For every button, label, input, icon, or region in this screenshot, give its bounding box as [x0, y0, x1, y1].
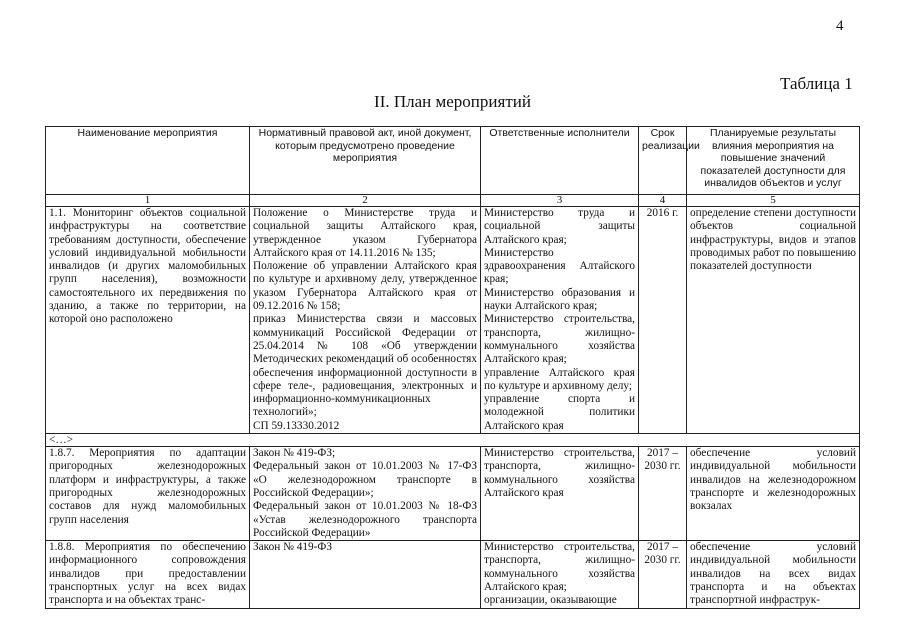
legal-act-item: Положение о Министерстве труда и социальной защиты Алтайского края, утвержденное указом Губернатора Алтайского края от 14.11.2016 № 135; [253, 207, 477, 259]
activity-name: 1.8.7. Мероприятия по адаптации пригородных железнодорожных платформ и инфраструктуры, а также пригородных железнодорожных составов для нужд маломобильных групп населения [46, 447, 250, 541]
table-row [46, 207, 860, 434]
header-activity-name: Наименование мероприятия [46, 127, 250, 195]
column-number: 2 [250, 195, 481, 207]
column-number: 1 [46, 195, 250, 207]
activity-name: 1.8.8. Мероприятия по обеспечению информационного сопровождения инвалидов при предоставлении транспортных услуг на всех видах транспорта и на объектах транс- [46, 541, 250, 608]
executor-item: Министерство строительства, транспорта, жилищно-коммунального хозяйства Алтайского края; [484, 541, 635, 594]
executor-item: Министерство здравоохранения Алтайского края; [484, 246, 635, 286]
activity-name: 1.1. Мониторинг объектов социальной инфраструктуры на соответствие требованиям доступности, обеспечение условий индивидуальной мобильности инвалидов (и других маломобильных групп населения), возможности самостоятельного их передвижения по зданию, а также по территории, на которой оно расположено [46, 207, 250, 434]
column-number: 3 [481, 195, 639, 207]
legal-acts [250, 207, 481, 434]
table-row [46, 541, 860, 608]
executor-item: Министерство образования и науки Алтайского края; [484, 286, 635, 313]
legal-acts [250, 541, 481, 608]
legal-act-item: Федеральный закон от 10.01.2003 № 17-ФЗ «О железнодорожном транспорте в Российской Федерации»; [253, 460, 477, 499]
planned-result: определение степени доступности объектов социальной инфраструктуры, видов и этапов проводимых работ по повышению показателей доступности [687, 207, 860, 434]
legal-acts [250, 447, 481, 541]
executors [481, 541, 639, 608]
executors [481, 207, 639, 434]
term: 2017 – 2030 гг. [639, 541, 687, 608]
legal-act-item: Федеральный закон от 10.01.2003 № 18-ФЗ «Устав железнодорожного транспорта Российской Федерации» [253, 500, 477, 539]
column-number: 5 [687, 195, 860, 207]
table-row [46, 447, 860, 541]
legal-act-item: Закон № 419-ФЗ [253, 541, 333, 554]
legal-act-item: Закон № 419-ФЗ; [253, 447, 336, 460]
term: 2016 г. [639, 207, 687, 434]
omitted-rows-marker-row [46, 434, 860, 447]
page-number: 4 [836, 18, 844, 34]
section-title: II. План мероприятий [374, 92, 531, 111]
column-number: 4 [639, 195, 687, 207]
header-executors: Ответственные исполнители [481, 127, 639, 195]
executor-item: Министерство строительства, транспорта, жилищно-коммунального хозяйства Алтайского края; [484, 313, 635, 366]
executor-item: управление спорта и молодежной политики Алтайского края [484, 393, 635, 432]
planned-result: обеспечение условий индивидуальной мобильности инвалидов на железнодорожном транспорте и железнодорожных вокзалах [687, 447, 860, 541]
executor-item: управление Алтайского края по культуре и архивному делу; [484, 366, 635, 392]
plan-table [45, 126, 860, 609]
column-number-row [46, 195, 860, 207]
legal-act-item: приказ Министерства связи и массовых коммуникаций Российской Федерации от 25.04.2014 № 108 «Об утверждении Методических рекомендаций об особенностях обеспечения информационной доступности в сфере теле-, радиовещания, электронных и информационно-коммуникационных технологий»; [253, 313, 477, 419]
executor-item: Министерство строительства, транспорта, жилищно-коммунального хозяйства Алтайского края [484, 447, 635, 499]
table-header-row [46, 127, 860, 195]
term: 2017 – 2030 гг. [639, 447, 687, 541]
legal-act-item: СП 59.13330.2012 [253, 419, 340, 432]
table-label: Таблица 1 [780, 74, 853, 93]
executor-item: организации, оказывающие [484, 594, 617, 607]
executor-item: Министерство труда и социальной защиты Алтайского края; [484, 207, 635, 246]
planned-result: обеспечение условий индивидуальной мобильности инвалидов на всех видах транспорта и на объектах транспортной инфраструк- [687, 541, 860, 608]
header-term: Срок реализации [639, 127, 687, 195]
executors [481, 447, 639, 541]
omitted-rows-marker: <…> [46, 434, 860, 447]
header-planned-results: Планируемые результаты влияния мероприятия на повышение значений показателей доступности для инвалидов объектов и услуг [687, 127, 860, 195]
header-legal-act: Нормативный правовой акт, иной документ, которым предусмотрено проведение мероприятия [250, 127, 481, 195]
legal-act-item: Положение об управлении Алтайского края по культуре и архивному делу, утвержденное указом Губернатора Алтайского края от 09.12.2016 № 158; [253, 260, 477, 313]
